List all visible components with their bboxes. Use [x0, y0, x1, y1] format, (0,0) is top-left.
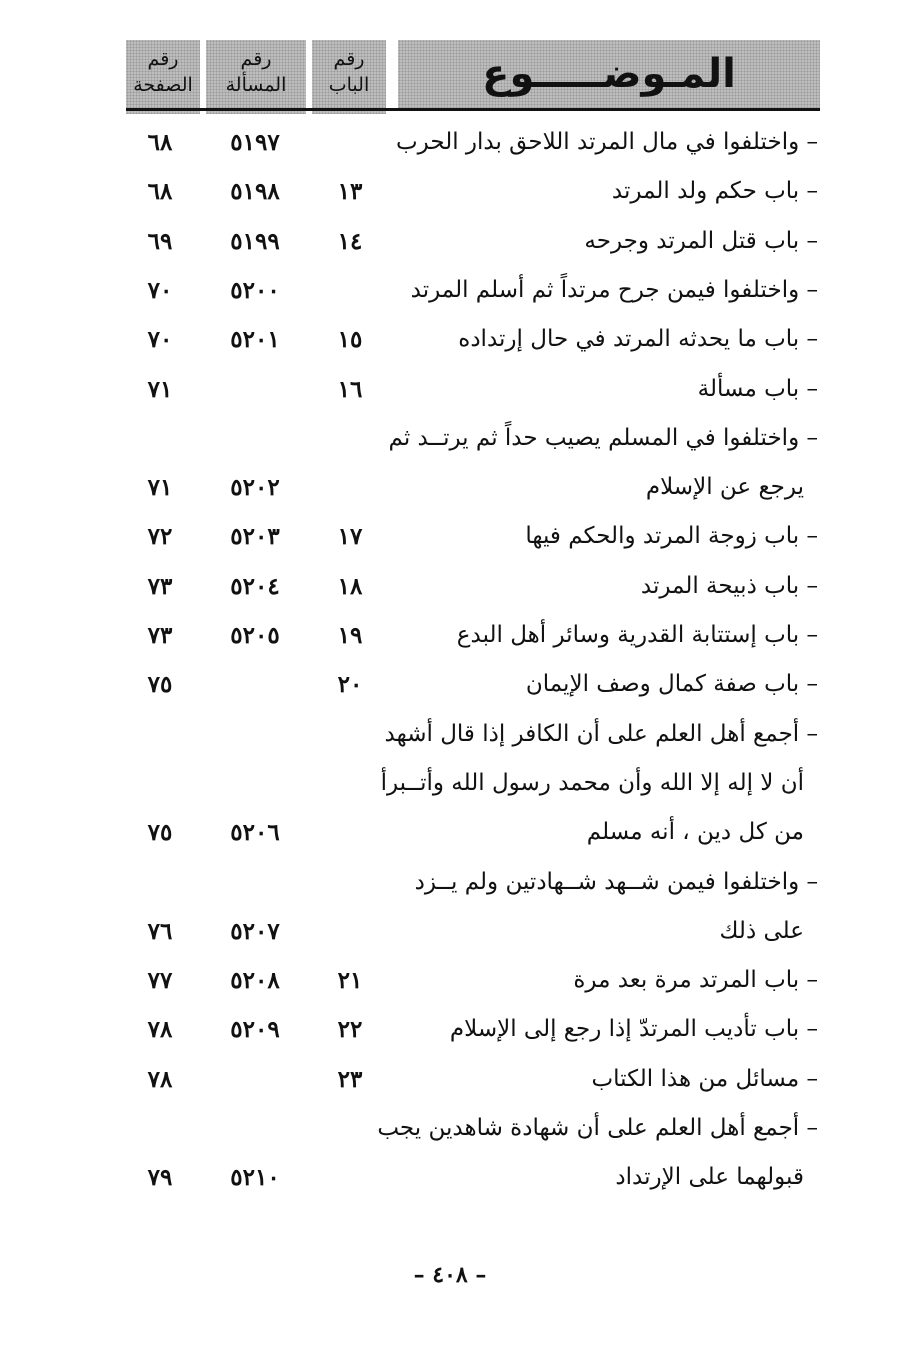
table-row — [0, 956, 900, 1005]
chapter-column-header-line2: الباب — [328, 74, 370, 96]
page-number-cell: ٧٦ — [147, 917, 173, 945]
page-number-cell: ٦٨ — [147, 178, 173, 206]
table-row — [0, 660, 900, 709]
table-row — [0, 414, 900, 463]
issue-number-cell: ٥٢٠٧ — [230, 917, 280, 945]
page-number-cell: ٧٥ — [147, 671, 173, 699]
topic-column-header-label: المـوضـــــوع — [482, 51, 736, 97]
chapter-number-cell: ١٨ — [337, 572, 363, 600]
chapter-column-header — [312, 40, 386, 114]
issue-number-cell: ٥٢٠٩ — [230, 1016, 280, 1044]
issue-number-cell: ٥٢٠٠ — [230, 276, 280, 304]
issue-number-cell: ٥٢٠٦ — [230, 819, 280, 847]
page-column-header-line1: رقم — [147, 48, 179, 70]
page-number-cell: ٧٢ — [147, 523, 173, 551]
chapter-number-cell: ١٦ — [337, 375, 363, 403]
issue-number-cell: ٥١٩٩ — [230, 227, 280, 255]
chapter-number-cell: ٢٠ — [337, 671, 363, 699]
topic-cell: – باب حكم ولد المرتد — [611, 178, 818, 205]
page-number-cell: ٧٠ — [147, 276, 173, 304]
topic-cell: – واختلفوا في مال المرتد اللاحق بدار الحرب — [396, 129, 818, 155]
page-column-header-line2: الصفحة — [133, 74, 193, 96]
page-number-cell: ٦٩ — [147, 227, 173, 255]
issue-number-cell: ٥٢٠٢ — [230, 474, 280, 502]
topic-cell: – باب المرتد مرة بعد مرة — [573, 967, 818, 994]
table-row — [0, 463, 900, 512]
chapter-number-cell: ٢٣ — [337, 1065, 363, 1093]
chapter-number-cell: ١٩ — [337, 622, 363, 649]
table-row — [0, 710, 900, 759]
table-row — [0, 1055, 900, 1104]
topic-cell: – مسائل من هذا الكتاب — [591, 1065, 818, 1092]
topic-cell: أن لا إله إلا الله وأن محمد رسول الله وأتــبرأ — [380, 769, 804, 796]
issue-number-cell: ٥٢٠٣ — [230, 523, 280, 551]
issue-number-cell: ٥١٩٧ — [230, 129, 280, 156]
topic-cell: – باب ما يحدثه المرتد في حال إرتداده — [458, 326, 818, 353]
topic-cell: قبولهما على الإرتداد — [615, 1164, 804, 1191]
topic-cell: – باب إستتابة القدرية وسائر أهل البدع — [456, 622, 818, 648]
chapter-number-cell: ١٧ — [337, 523, 363, 551]
table-row — [0, 1153, 900, 1202]
table-row — [0, 611, 900, 660]
table-row — [0, 118, 900, 167]
topic-cell: – واختلفوا في المسلم يصيب حداً ثم يرتــد ثم — [388, 424, 818, 451]
issue-number-cell: ٥٢٠٨ — [230, 967, 280, 995]
table-row — [0, 907, 900, 956]
issue-number-cell: ٥٢٠١ — [230, 326, 280, 354]
page-column-header — [126, 40, 200, 114]
chapter-number-cell: ٢١ — [337, 967, 363, 995]
page-number-cell: ٧٩ — [147, 1164, 173, 1192]
topic-column-header — [398, 40, 820, 108]
topic-cell: – باب تأديب المرتدّ إذا رجع إلى الإسلام — [449, 1016, 818, 1043]
page-number-cell: ٧٣ — [147, 622, 173, 649]
topic-cell: – باب ذبيحة المرتد — [640, 572, 818, 599]
table-row — [0, 315, 900, 364]
issue-number-cell: ٥٢٠٥ — [230, 622, 280, 649]
table-row — [0, 167, 900, 216]
header-divider — [126, 108, 820, 111]
issue-column-header-line2: المسألة — [225, 74, 287, 96]
table-row — [0, 512, 900, 561]
issue-column-header — [206, 40, 306, 114]
page-number-cell: ٧٨ — [147, 1016, 173, 1044]
topic-cell: – أجمع أهل العلم على أن شهادة شاهدين يجب — [377, 1115, 818, 1141]
page-number-cell: ٧٨ — [147, 1065, 173, 1093]
topic-cell: – واختلفوا فيمن شــهد شــهادتين ولم يــزد — [414, 868, 818, 895]
page-number-cell: ٧٠ — [147, 326, 173, 354]
page-number-cell: ٧١ — [147, 474, 173, 502]
chapter-number-cell: ٢٢ — [337, 1016, 363, 1044]
topic-cell: – واختلفوا فيمن جرح مرتداً ثم أسلم المرتد — [410, 276, 818, 303]
topic-cell: على ذلك — [719, 917, 804, 944]
issue-number-cell: ٥٢٠٤ — [230, 572, 280, 600]
topic-cell: – باب مسألة — [697, 375, 818, 402]
page-number-cell: ٧٣ — [147, 572, 173, 600]
chapter-number-cell: ١٣ — [337, 178, 363, 206]
table-row — [0, 217, 900, 266]
page-number-cell: ٧١ — [147, 375, 173, 403]
topic-cell: يرجع عن الإسلام — [645, 474, 804, 501]
page-number: – ٤٠٨ – — [413, 1262, 487, 1288]
table-row — [0, 1104, 900, 1153]
page-number-cell: ٧٧ — [147, 967, 173, 995]
topic-cell: – أجمع أهل العلم على أن الكافر إذا قال أشهد — [384, 720, 818, 747]
page-number-cell: ٧٥ — [147, 819, 173, 847]
table-row — [0, 266, 900, 315]
issue-number-cell: ٥١٩٨ — [230, 178, 280, 206]
table-row — [0, 365, 900, 414]
chapter-number-cell: ١٤ — [337, 227, 363, 255]
page-number-cell: ٦٨ — [147, 129, 173, 156]
table-row — [0, 1005, 900, 1054]
topic-cell: من كل دين ، أنه مسلم — [586, 819, 804, 846]
table-row — [0, 808, 900, 857]
topic-cell: – باب صفة كمال وصف الإيمان — [525, 671, 818, 698]
chapter-number-cell: ١٥ — [337, 326, 363, 354]
topic-cell: – باب قتل المرتد وجرحه — [584, 227, 818, 254]
table-row — [0, 858, 900, 907]
issue-number-cell: ٥٢١٠ — [230, 1164, 280, 1192]
table-row — [0, 562, 900, 611]
issue-column-header-line1: رقم — [240, 48, 272, 70]
topic-cell: – باب زوجة المرتد والحكم فيها — [525, 523, 818, 550]
table-row — [0, 759, 900, 808]
chapter-column-header-line1: رقم — [333, 48, 365, 70]
